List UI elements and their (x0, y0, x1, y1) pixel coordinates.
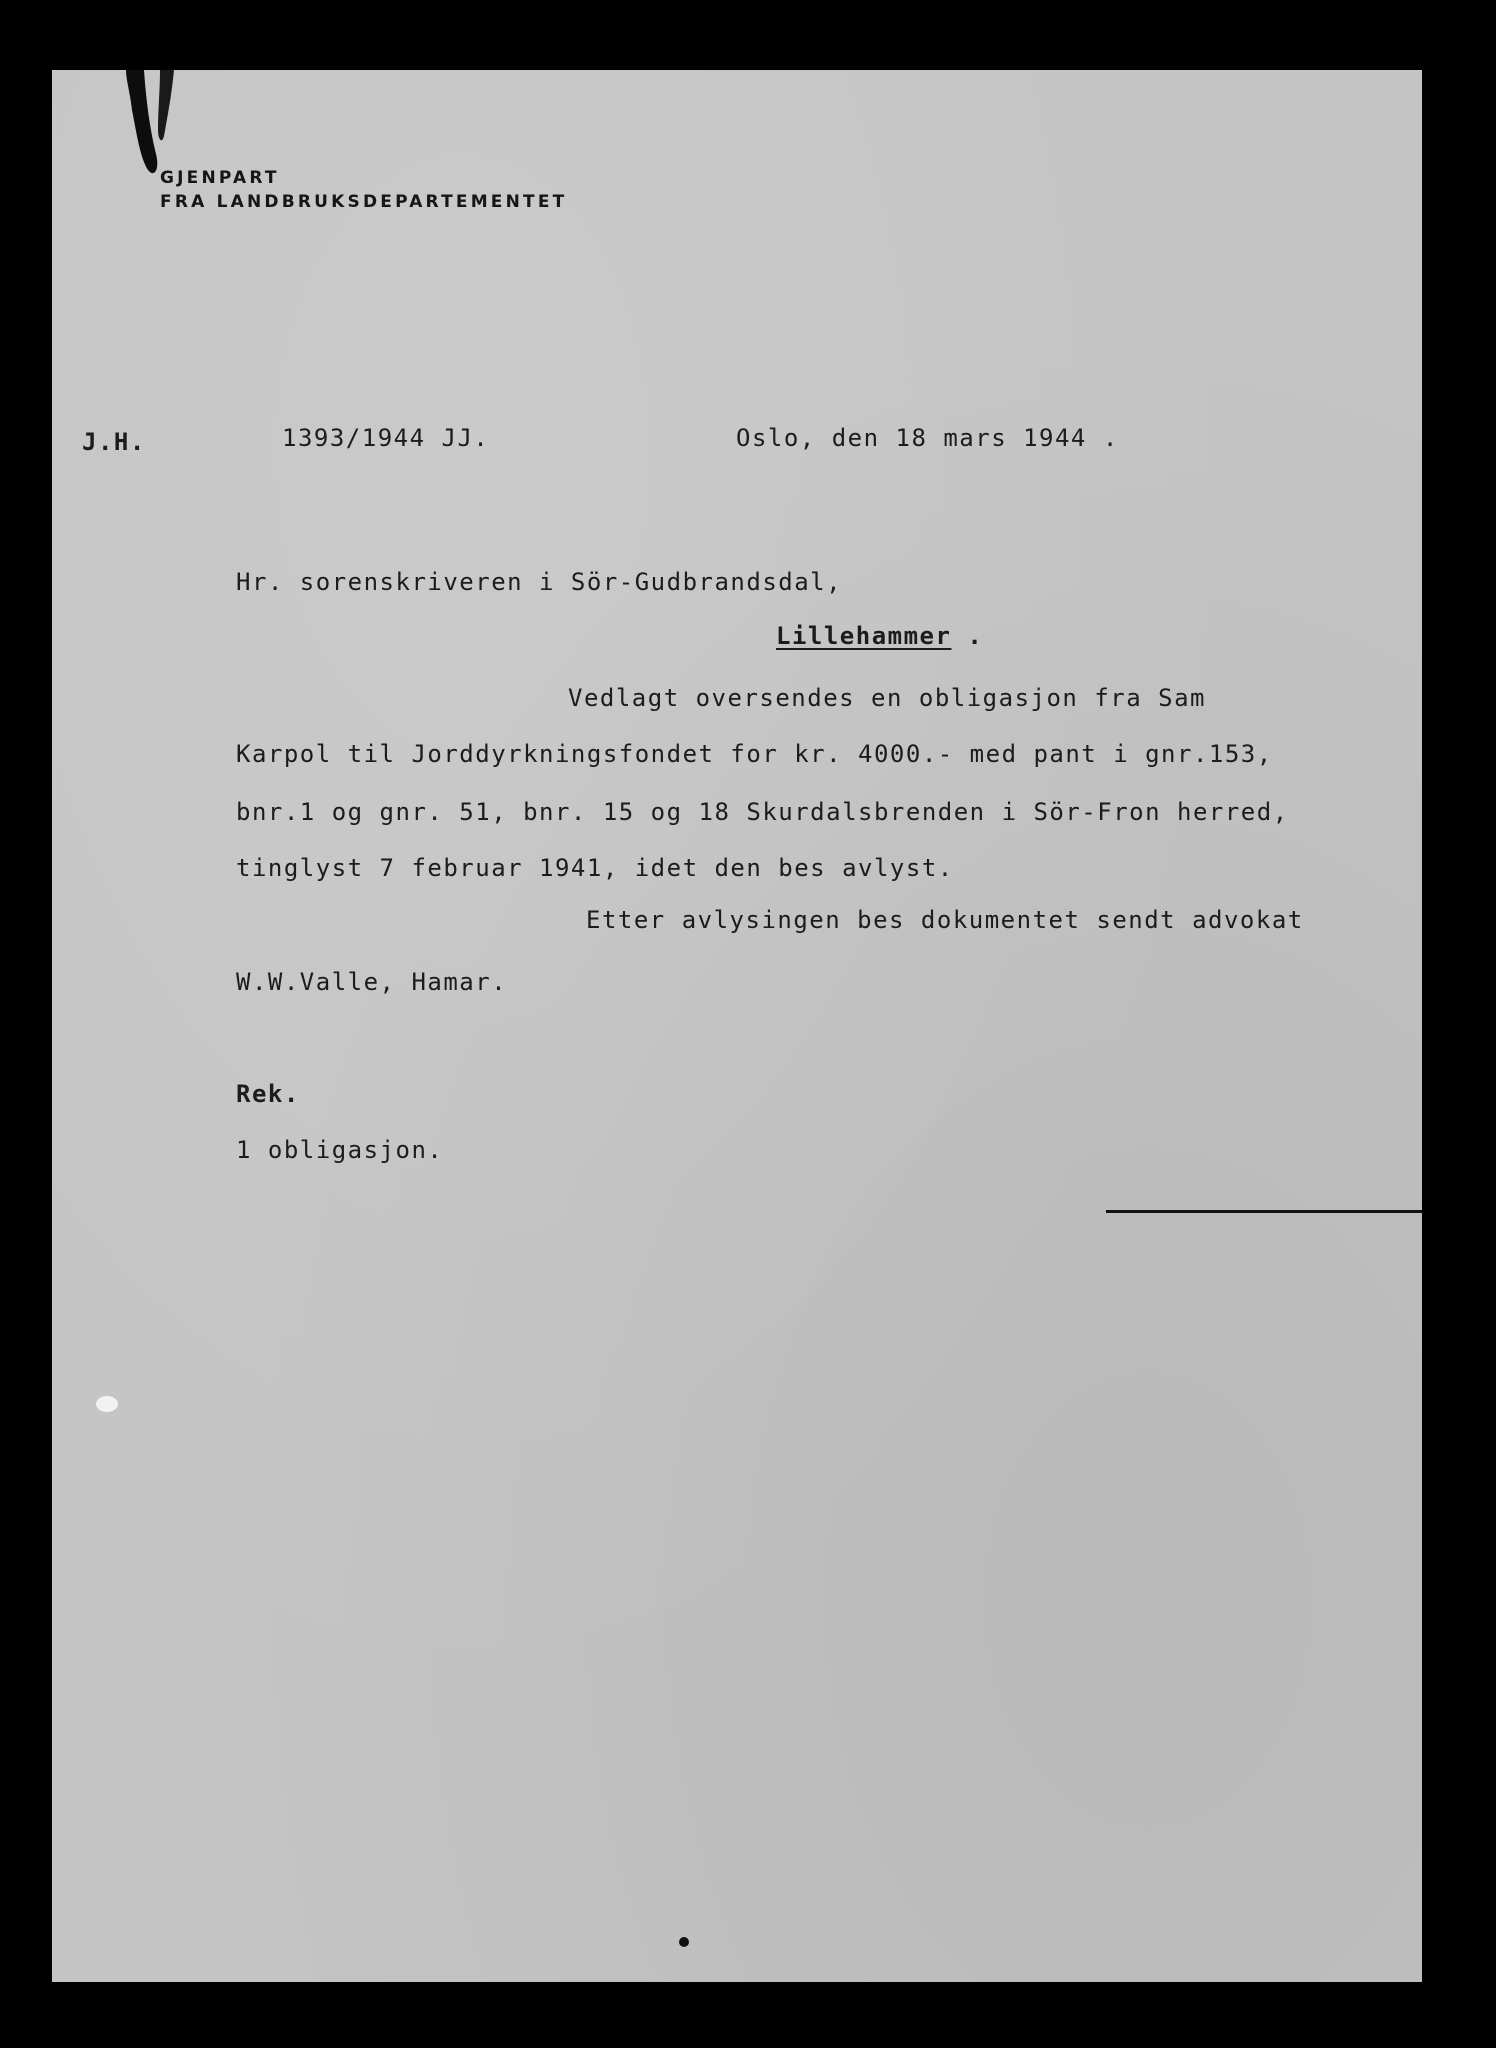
letterhead (160, 166, 567, 214)
body-line-1: Vedlagt oversendes en obligasjon fra Sam (568, 684, 1206, 712)
recipient-city: Lillehammer (776, 622, 952, 650)
body-line-6: W.W.Valle, Hamar. (236, 968, 508, 996)
place-date: Oslo, den 18 mars 1944 . (736, 424, 1119, 452)
recipient-city-line (776, 622, 983, 650)
recipient-line: Hr. sorenskriveren i Sör-Gudbrandsdal, (236, 568, 843, 596)
initials: J.H. (82, 428, 146, 456)
recipient-city-suffix: . (951, 622, 984, 650)
letterhead-line-2: FRA LANDBRUKSDEPARTEMENTET (160, 192, 568, 212)
punch-hole (96, 1396, 118, 1412)
body-line-3: bnr.1 og gnr. 51, bnr. 15 og 18 Skurdalsbrenden i Sör-Fron herred, (236, 798, 1289, 826)
enclosure: 1 obligasjon. (236, 1136, 444, 1164)
body-line-4: tinglyst 7 februar 1941, idet den bes avlyst. (236, 854, 954, 882)
document-page (52, 70, 1422, 1982)
journal-number: 1393/1944 JJ. (282, 424, 490, 452)
body-line-2: Karpol til Jorddyrkningsfondet for kr. 4000.- med pant i gnr.153, (236, 740, 1273, 768)
body-line-5: Etter avlysingen bes dokumentet sendt advokat (586, 906, 1304, 934)
rek-label: Rek. (236, 1080, 300, 1108)
ink-dot (679, 1937, 689, 1947)
ink-smudge (116, 70, 186, 180)
closing-rule (1106, 1210, 1422, 1213)
letterhead-line-1: GJENPART (160, 168, 280, 188)
